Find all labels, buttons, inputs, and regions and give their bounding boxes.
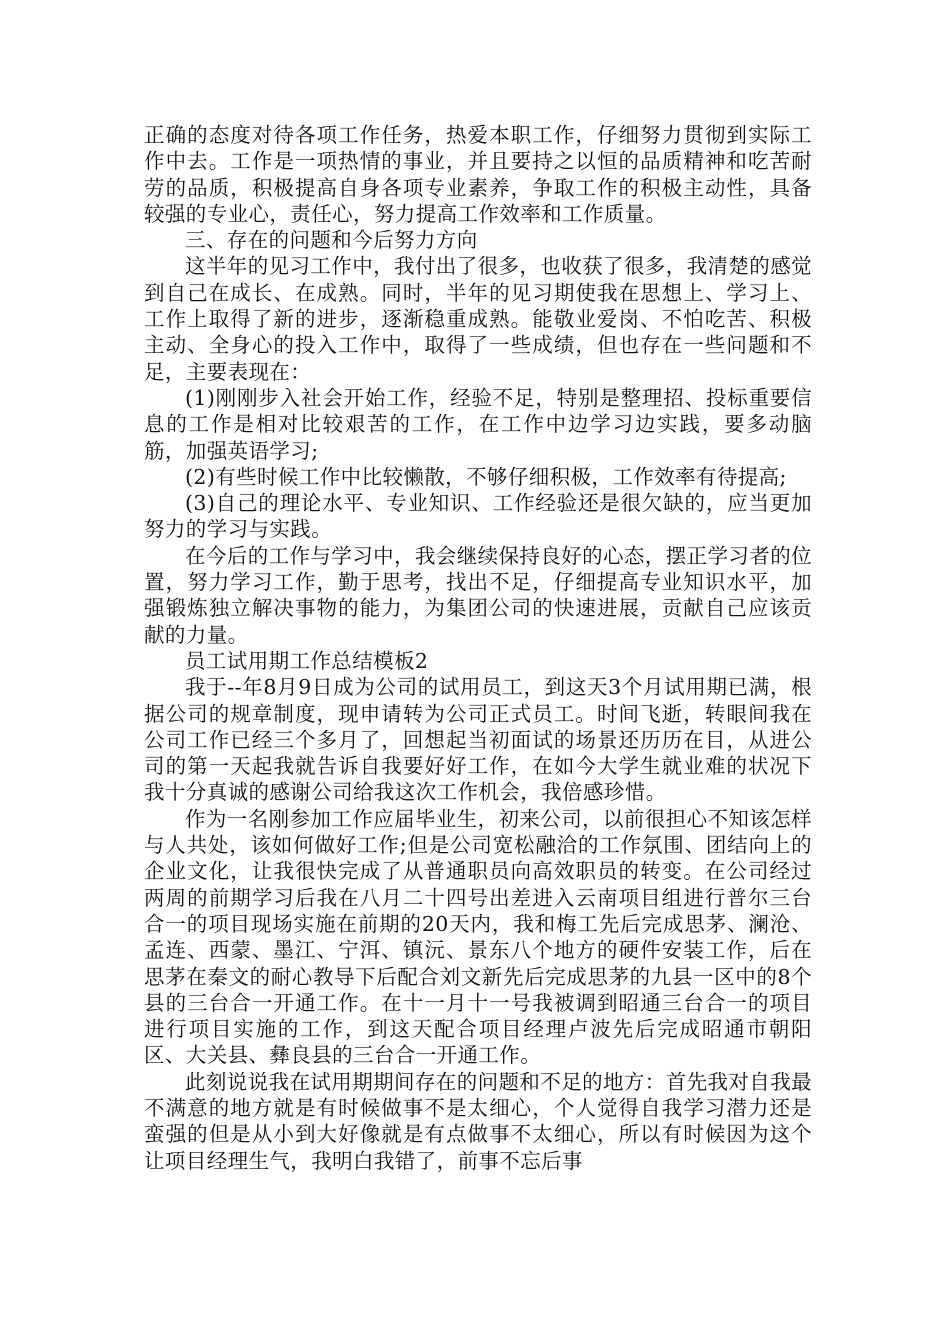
- paragraph-half-year-summary: 这半年的见习工作中，我付出了很多，也收获了很多，我清楚的感觉到自己在成长、在成熟。同时，半年的见习期使我在思想上、学习上、工作上取得了新的进步，逐渐稳重成熟。能敬业爱岗、不怕吃苦、积极主动、全身心的投入工作中，取得了一些成绩，但也存在一些问题和不足，主要表现在：: [144, 254, 812, 384]
- paragraph-work-attitude: 正确的态度对待各项工作任务，热爱本职工作，仔细努力贯彻到实际工作中去。工作是一项热情的事业，并且要持之以恒的品质精神和吃苦耐劳的品质，积极提高自身各项专业素养，争取工作的积极主动性，具备较强的专业心，责任心，努力提高工作效率和工作质量。: [144, 123, 812, 226]
- section-heading-problems: 三、存在的问题和今后努力方向: [185, 228, 478, 253]
- paragraph-shortcomings: 此刻说说我在试用期期间存在的问题和不足的地方：首先我对自我最不满意的地方就是有时候做事不是太细心，个人觉得自我学习潜力还是蛮强的但是从小到大好像就是有点做事不太细心，所以有时候因为这个让项目经理生气，我明白我错了，前事不忘后事: [144, 1069, 812, 1173]
- template-title-2: 员工试用期工作总结模板2: [185, 648, 429, 673]
- list-item-3: (3)自己的理论水平、专业知识、工作经验还是很欠缺的，应当更加努力的学习与实践。: [144, 491, 812, 542]
- paragraph-project-work: 作为一名刚参加工作应届毕业生，初来公司，以前很担心不知该怎样与人共处，该如何做好工作;但是公司宽松融洽的工作氛围、团结向上的企业文化，让我很快完成了从普通职员向高效职员的转变。在公司经过两周的前期学习后我在八月二十四号出差进入云南项目组进行普尔三台合一的项目现场实施在前期的20天内，我和梅工先后完成思茅、澜沧、孟连、西蒙、墨江、宁洱、镇沅、景东八个地方的硬件安装工作，后在思茅在秦文的耐心教导下后配合刘文新先后完成思茅的九县一区中的8个县的三台合一开通工作。在十一月十一号我被调到昭通三台合一的项目进行项目实施的工作，到这天配合项目经理卢波先后完成昭通市朝阳区、大关县、彝良县的三台合一开通工作。: [144, 806, 812, 1068]
- list-item-2: (2)有些时候工作中比较懒散，不够仔细积极，工作效率有待提高;: [185, 464, 787, 489]
- paragraph-probation-intro: 我于--年8月9日成为公司的试用员工，到这天3个月试用期已满，根据公司的规章制度，现申请转为公司正式员工。时间飞逝，转眼间我在公司工作已经三个多月了，回想起当初面试的场景还历历在目，从进公司的第一天起我就告诉自我要好好工作，在如今大学生就业难的状况下我十分真诚的感谢公司给我这次工作机会，我倍感珍惜。: [144, 675, 812, 805]
- paragraph-future-plan: 在今后的工作与学习中，我会继续保持良好的心态，摆正学习者的位置，努力学习工作，勤于思考，找出不足，仔细提高专业知识水平，加强锻炼独立解决事物的能力，为集团公司的快速进展，贡献自己应该贡献的力量。: [144, 543, 812, 647]
- document-page: [144, 122, 812, 1174]
- list-item-1: (1)刚刚步入社会开始工作，经验不足，特别是整理招、投标重要信息的工作是相对比较艰苦的工作，在工作中边学习边实践，要多动脑筋，加强英语学习;: [144, 385, 812, 463]
